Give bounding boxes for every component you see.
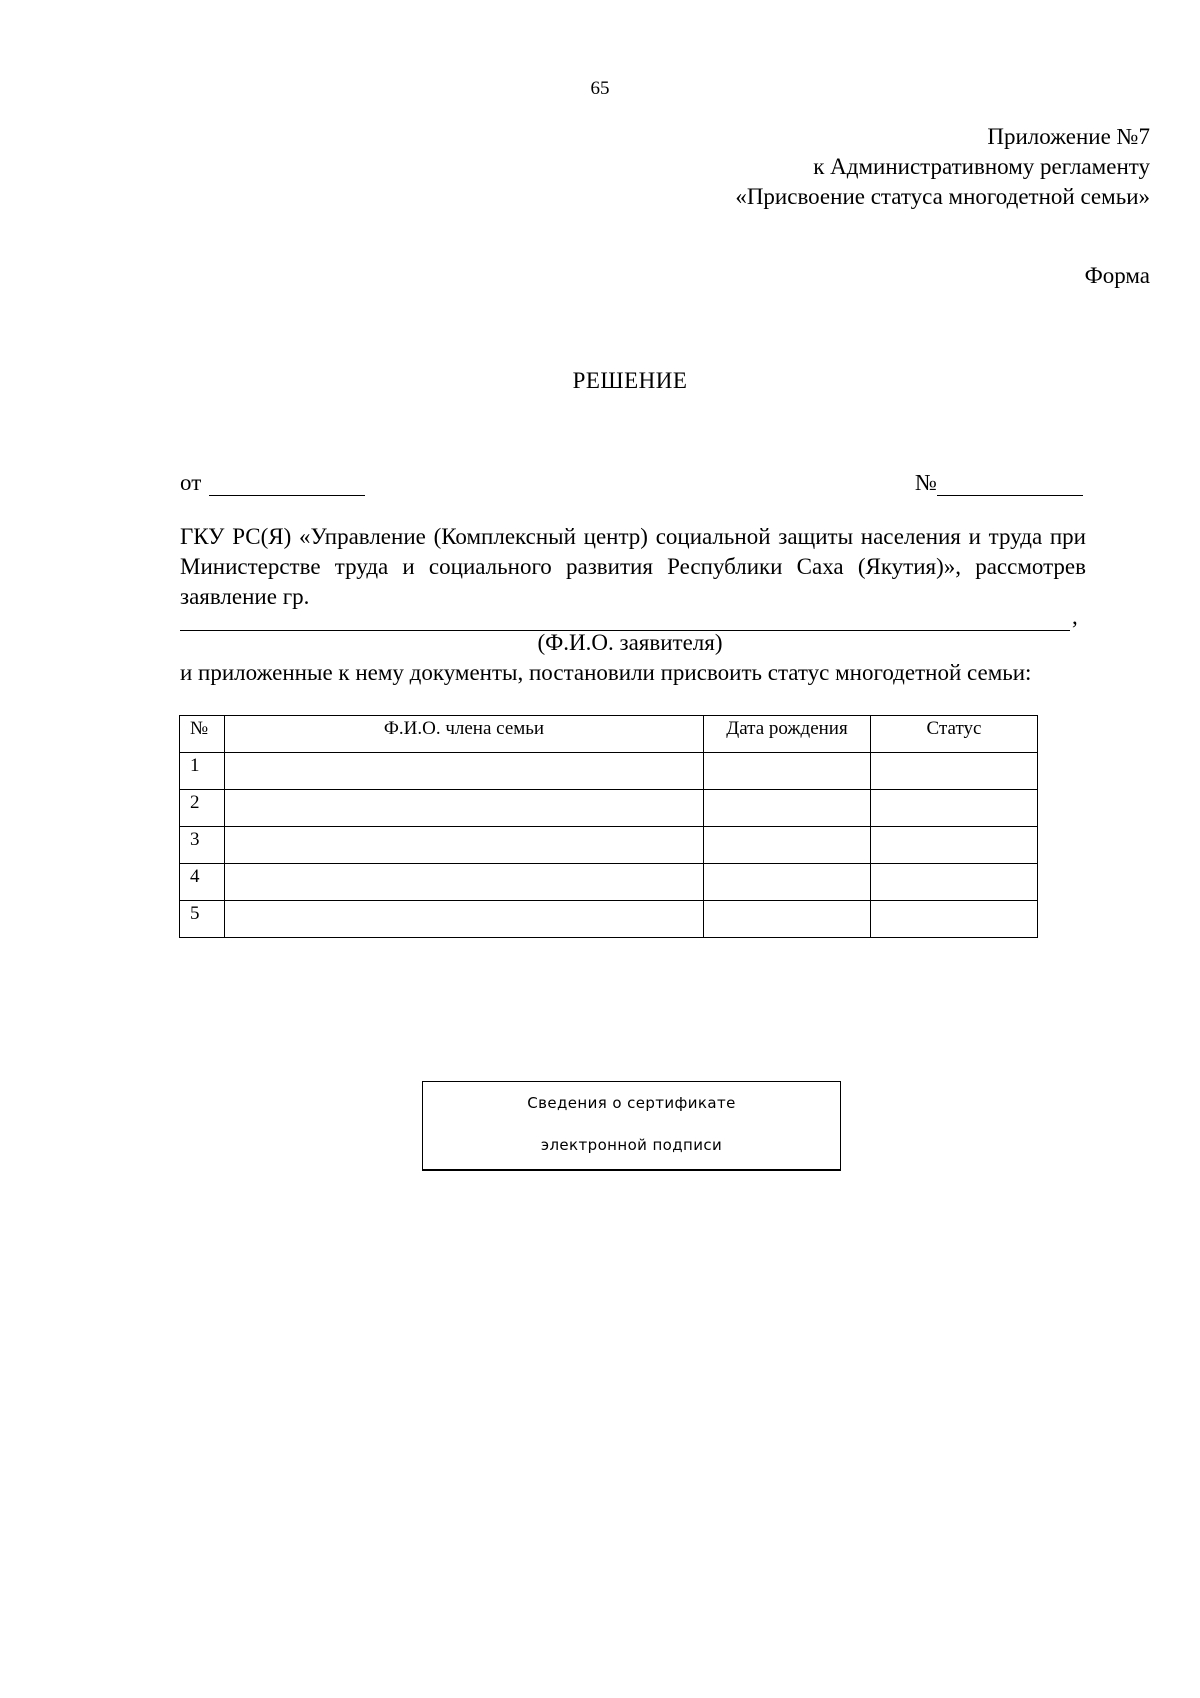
header-status: Статус [871,716,1038,753]
table-row [180,901,1038,938]
header-name: Ф.И.О. члена семьи [225,716,704,753]
status-cell[interactable] [871,827,1038,864]
row-number: 1 [180,753,225,790]
applicant-caption: (Ф.И.О. заявителя) [537,630,723,655]
document-title: РЕШЕНИЕ [572,368,688,393]
body-paragraph: ГКУ РС(Я) «Управление (Комплексный центр) социальной защиты населения и труда при Министерстве труда и социального развития Республики Саха (Якутия)», рассмотрев заявление гр. [180,524,1086,609]
date-row [180,470,365,496]
applicant-name-field[interactable] [180,610,1070,631]
date-field[interactable] [209,471,365,496]
member-name-cell[interactable] [225,753,704,790]
status-cell[interactable] [871,901,1038,938]
applicant-comma: , [1072,604,1078,629]
table-row [180,790,1038,827]
table-row [180,827,1038,864]
member-name-cell[interactable] [225,864,704,901]
form-label: Форма [1084,263,1150,288]
number-prefix: № [915,470,937,495]
appendix-line-3: «Присвоение статуса многодетной семьи» [735,184,1150,209]
appendix-header [735,122,1150,212]
body-paragraph-2: и приложенные к нему документы, постановили присвоить статус многодетной семьи: [180,660,1032,685]
certificate-line-2: электронной подписи [540,1136,723,1154]
table-header-row [180,716,1038,753]
status-cell[interactable] [871,864,1038,901]
status-cell[interactable] [871,790,1038,827]
date-prefix: от [180,470,202,495]
appendix-line-2: к Административному регламенту [813,154,1150,179]
header-number: № [180,716,225,753]
number-row [915,470,1083,496]
row-number: 2 [180,790,225,827]
header-birth-date: Дата рождения [704,716,871,753]
table-row [180,864,1038,901]
number-field[interactable] [937,471,1083,496]
birth-date-cell[interactable] [704,901,871,938]
birth-date-cell[interactable] [704,790,871,827]
member-name-cell[interactable] [225,901,704,938]
page-number: 65 [590,78,610,99]
appendix-line-1: Приложение №7 [987,124,1150,149]
birth-date-cell[interactable] [704,827,871,864]
row-number: 4 [180,864,225,901]
birth-date-cell[interactable] [704,753,871,790]
birth-date-cell[interactable] [704,864,871,901]
member-name-cell[interactable] [225,827,704,864]
row-number: 5 [180,901,225,938]
member-name-cell[interactable] [225,790,704,827]
family-members-table [179,715,1038,938]
signature-certificate-box [422,1081,841,1171]
table-row [180,753,1038,790]
row-number: 3 [180,827,225,864]
status-cell[interactable] [871,753,1038,790]
certificate-line-1: Сведения о сертификате [527,1094,736,1112]
